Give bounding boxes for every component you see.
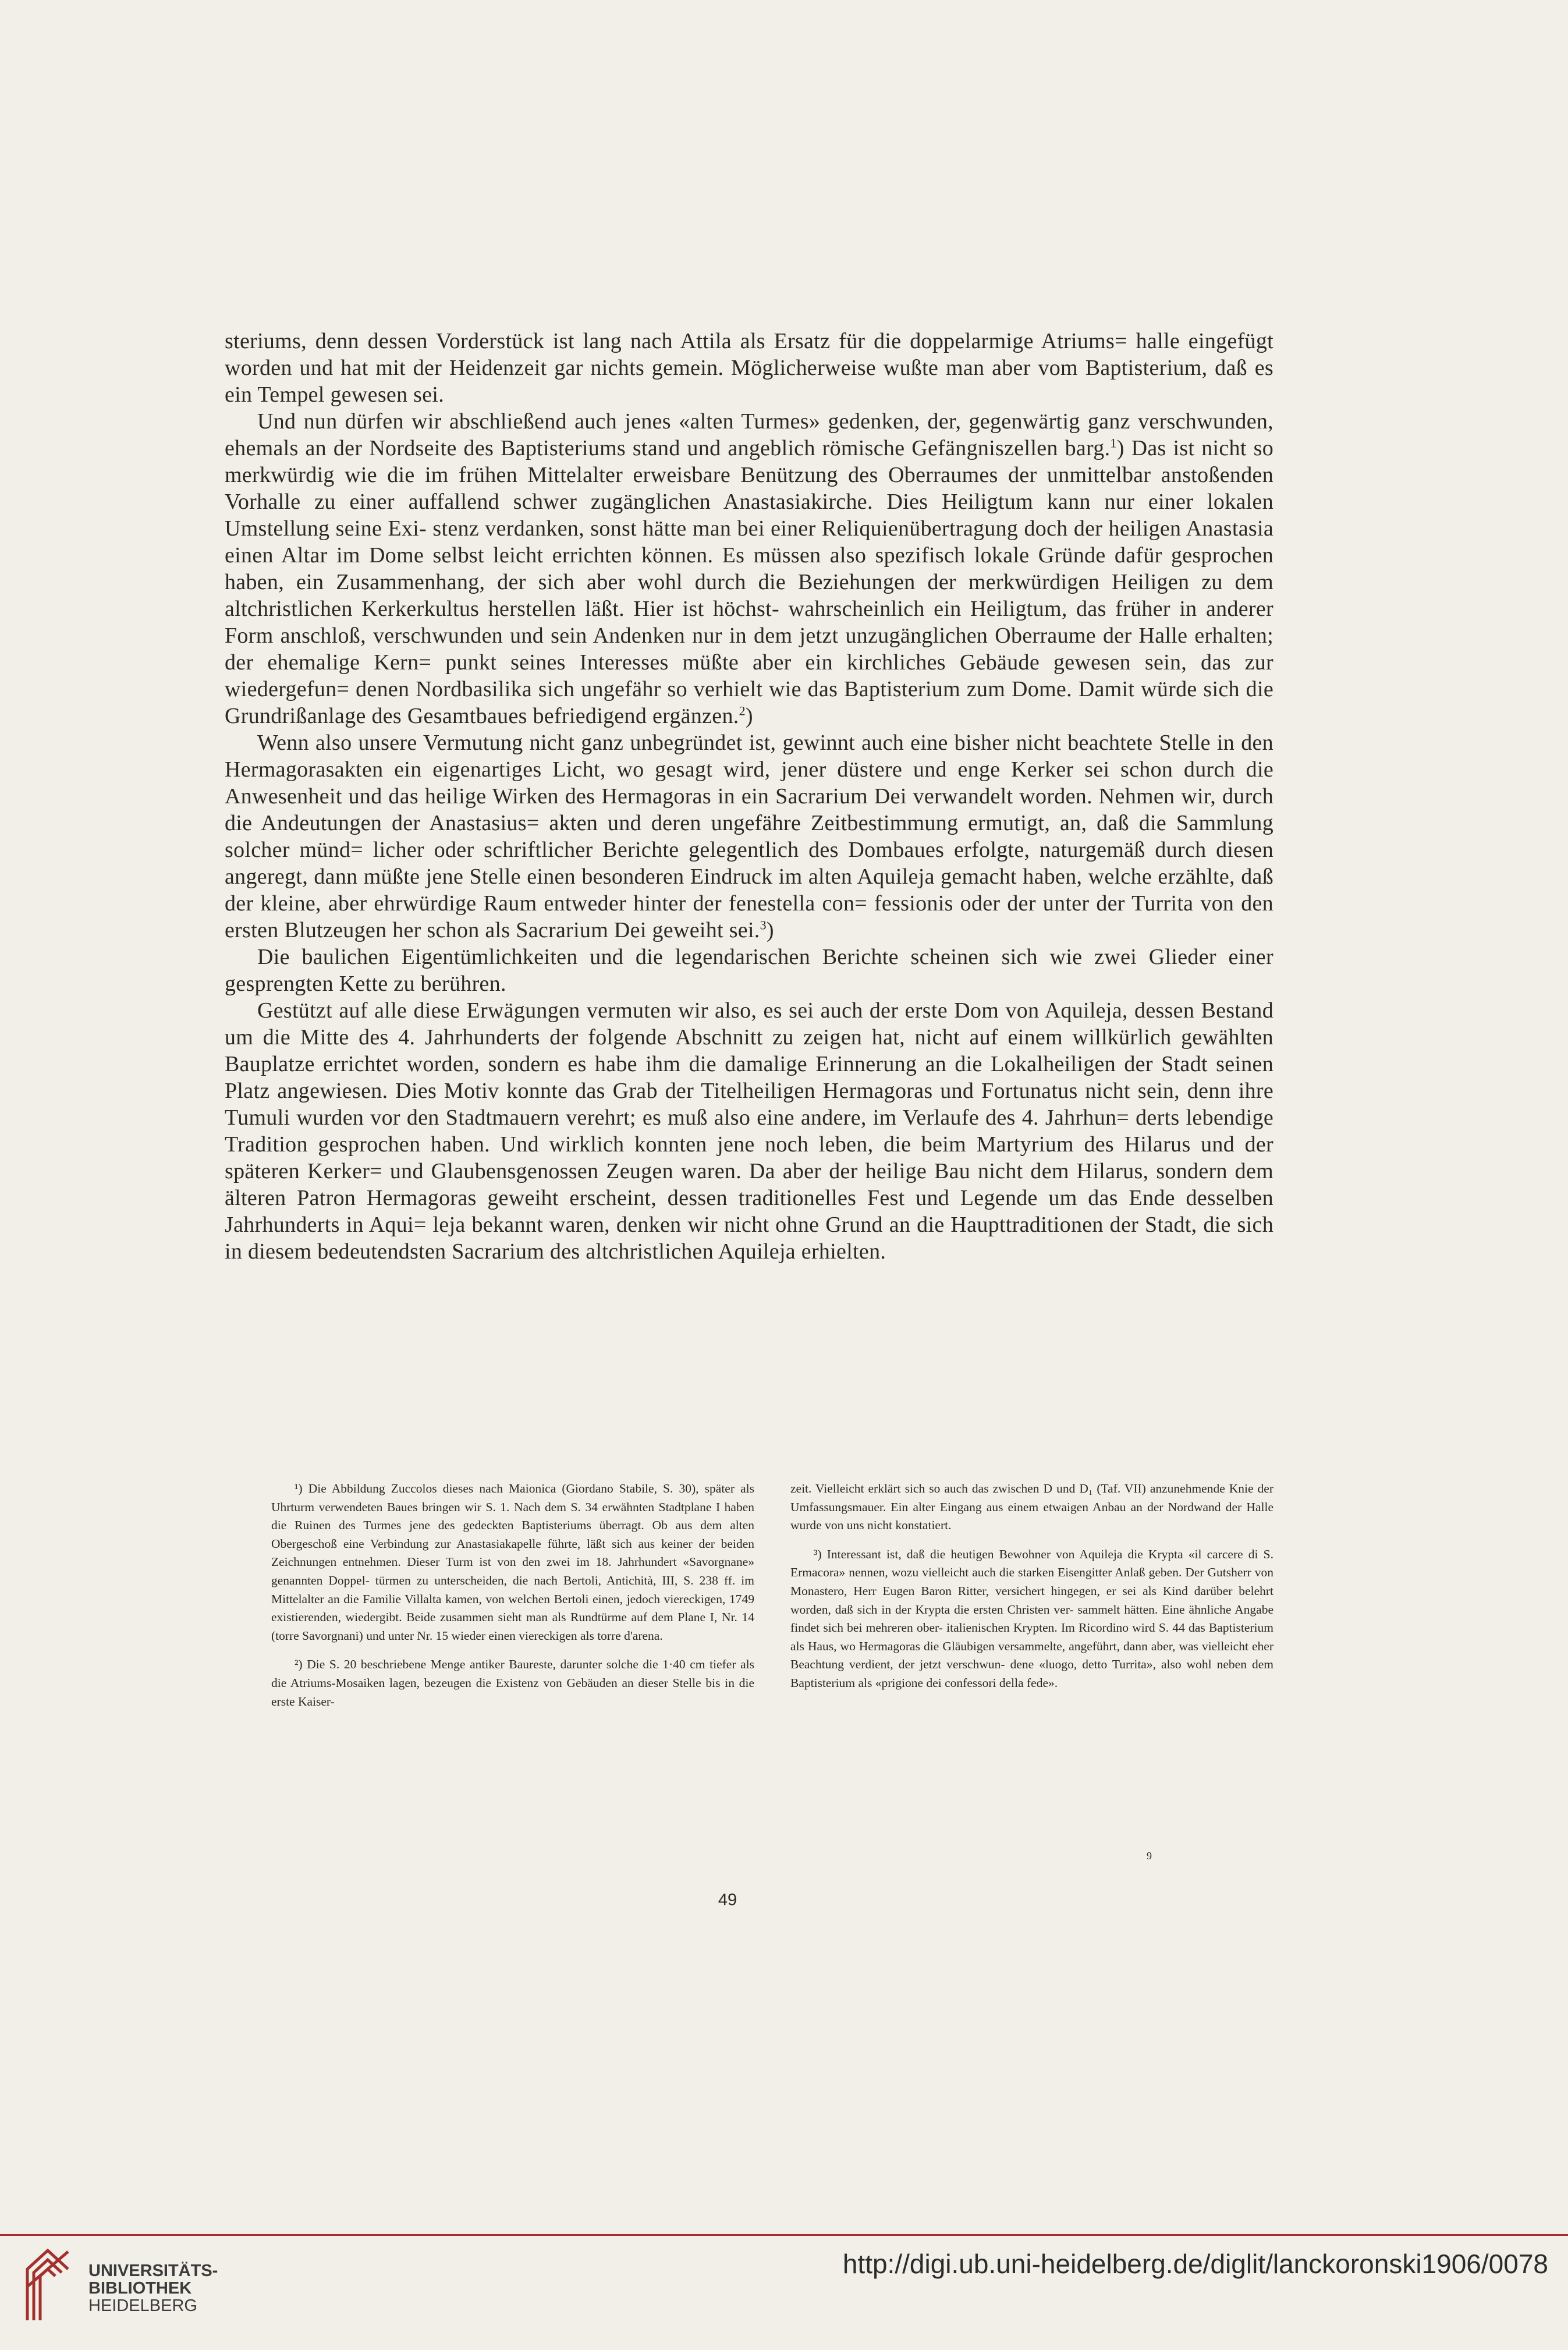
page-number: 49 xyxy=(718,1891,737,1909)
library-name-line-3: HEIDELBERG xyxy=(88,2296,197,2315)
library-logo-icon xyxy=(24,2246,71,2323)
footnote-2-continued: zeit. Vielleicht erklärt sich so auch das zwischen D und D₁ (Taf. VII) anzunehmende Knie der Umfassungsmauer. Ein alter Eingang aus einem etwaigen Anbau an der Nordwand der Halle wurde von uns nicht konstatiert. xyxy=(790,1481,1273,1533)
footnote-ref-2: 2 xyxy=(739,703,746,718)
source-url-link[interactable]: http://digi.ub.uni-heidelberg.de/diglit/lanckoronski1906/0078 xyxy=(842,2249,1548,2279)
paragraph-2: Und nun dürfen wir abschließend auch jenes «alten Turmes» gedenken, der, gegenwärtig ganz verschwunden, ehemals an der Nordseite des Baptisteriums stand und angeblich römische Gefängniszellen barg.$^1$) Das ist nicht so merkwürdig wie die im frühen Mittelalter erweisbare Benützung des Oberraumes der unmittelbar anstoßenden Vorhalle zu einer auffallend schwer zugänglichen Anastasiakirche. Dies Heiligtum kann nur einer lokalen Umstellung seine Exi- stenz verdanken, sonst hätte man bei einer Reliquienübertragung doch der heiligen Anastasia einen Altar im Dome selbst leicht errichten können. Es müssen also spezifisch lokale Gründe dafür gesprochen haben, ein Zusammenhang, der sich aber wohl durch die Beziehungen der merkwürdigen Heiligen zu dem altchristlichen Kerkerkultus herstellen läßt. Hier ist höchst- wahrscheinlich ein Heiligtum, das früher in anderer Form anschloß, verschwunden und sein Andenken nur in dem jetzt unzugänglichen Oberraume der Halle erhalten; der ehemalige Kern= punkt seines Interesses müßte aber ein kirchliches Gebäude gewesen sein, das zur wiedergefun= denen Nordbasilika sich ungefähr so verhielt wie das Baptisterium zum Dome. Damit würde sich die Grundrißanlage des Gesamtbaues befriedigend ergänzen.$^2$) xyxy=(225,409,1273,728)
paragraph-3-text: Wenn also unsere Vermutung nicht ganz unbegründet ist, gewinnt auch eine bisher nicht beachtete Stelle in den Hermagorasakten ein eigenartiges Licht, wo gesagt wird, jener düstere und enge Kerker sei schon durch die Anwesenheit und das heilige Wirken des Hermagoras in ein Sacrarium Dei verwandelt worden. Nehmen wir, durch die Andeutungen der Anastasius= akten und deren ungefähre Zeitbestimmung ermutigt, an, daß die Sammlung solcher münd= licher oder schriftlicher Berichte gelegentlich des Dombaues erfolgte, naturgemäß durch diesen angeregt, dann müßte jene Stelle einen besonderen Eindruck im alten Aquileja gemacht haben, welche erzählte, daß der kleine, aber ehrwürdige Raum entweder hinter der fenestella con= fessionis oder der unter der Turrita von den ersten Blutzeugen her schon als Sacrarium Dei geweiht sei. xyxy=(225,731,1273,942)
library-name-line-1: UNIVERSITÄTS- xyxy=(88,2262,218,2280)
signature-mark: 9 xyxy=(1147,1850,1152,1862)
footnote-2: ²) Die S. 20 beschriebene Menge antiker Baureste, darunter solche die 1·40 cm tiefer als die Atriums-Mosaiken lagen, bezeugen die Existenz von Gebäuden an dieser Stelle bis in die erste Kaiser- xyxy=(271,1657,754,1709)
paragraph-1: steriums, denn dessen Vorderstück ist lang nach Attila als Ersatz für die doppelarmige Atriums= halle eingefügt worden und hat mit der Heidenzeit gar nichts gemein. Möglicherweise wußte man aber vom Baptisterium, daß es ein Tempel gewesen sei. xyxy=(225,329,1273,407)
paragraph-4: Die baulichen Eigentümlichkeiten und die legendarischen Berichte scheinen sich wie zwei Glieder einer gesprengten Kette zu berühren. xyxy=(225,945,1273,996)
library-name-line-2: BIBLIOTHEK xyxy=(88,2279,192,2298)
footnote-3: ³) Interessant ist, daß die heutigen Bewohner von Aquileja die Krypta «il carcere di S. Ermacora» nennen, wozu vielleicht auch die starken Eisengitter Anlaß geben. Der Gutsherr von Monastero, Herr Eugen Baron Ritter, versichert hingegen, er sei als Kind darüber belehrt worden, daß sich in der Krypta die ersten Christen ver- sammelt hätten. Eine ähnliche Angabe findet sich bei mehreren ober- italienischen Krypten. Im Ricordino wird S. 44 das Baptisterium als Haus, wo Hermagoras die Gläubigen versammelte, angeführt, dann aber, was vielleicht eher Beachtung verdient, der jetzt verschwun- dene «luogo, detto Turrita», also wohl neben dem Baptisterium als «prigione dei confessori della fede». xyxy=(790,1547,1273,1690)
paragraph-2-text: Und nun dürfen wir abschließend auch jenes «alten Turmes» gedenken, der, gegenwärtig ganz verschwunden, ehemals an der Nordseite des Baptisteriums stand und angeblich römische Gefängniszellen barg. xyxy=(225,409,1273,460)
paragraph-3: Wenn also unsere Vermutung nicht ganz unbegründet ist, gewinnt auch eine bisher nicht beachtete Stelle in den Hermagorasakten ein eigenartiges Licht, wo gesagt wird, jener düstere und enge Kerker sei schon durch die Anwesenheit und das heilige Wirken des Hermagoras in ein Sacrarium Dei verwandelt worden. Nehmen wir, durch die Andeutungen der Anastasius= akten und deren ungefähre Zeitbestimmung ermutigt, an, daß die Sammlung solcher münd= licher oder schriftlicher Berichte gelegentlich des Dombaues erfolgte, naturgemäß durch diesen angeregt, dann müßte jene Stelle einen besonderen Eindruck im alten Aquileja gemacht haben, welche erzählte, daß der kleine, aber ehrwürdige Raum entweder hinter der fenestella con= fessionis oder der unter der Turrita von den ersten Blutzeugen her schon als Sacrarium Dei geweiht sei.$^3$) xyxy=(225,731,1273,942)
footnote-ref-3: 3 xyxy=(760,917,767,933)
footnote-ref-1: 1 xyxy=(1110,435,1117,451)
library-name xyxy=(88,2262,218,2314)
footnote-1: ¹) Die Abbildung Zuccolos dieses nach Maionica (Giordano Stabile, S. 30), später als Uhrturm verwendeten Baues bringen wir S. 1. Nach dem S. 34 erwähnten Stadtplane I haben die Ruinen des Turmes jene des gedeckten Baptisteriums überragt. Ob aus dem alten Obergeschoß eine Verbindung zur Anastasiakapelle führte, läßt sich aus keiner der beiden Zeichnungen entnehmen. Dieser Turm ist von den zwei im 18. Jahrhundert «Savorgnane» genannten Doppel- türmen zu unterscheiden, die nach Bertoli, Antichità, III, S. 238 ff. im Mittelalter an die Familie Villalta kamen, von welchen Bertoli einen, jedoch viereckigen, 1749 existierenden, wiedergibt. Beide zusammen sieht man als Rundtürme auf dem Plane I, Nr. 14 (torre Savorgnani) und unter Nr. 15 wieder einen viereckigen als torre d'arena. xyxy=(271,1481,754,1643)
main-text-block xyxy=(225,328,1273,1265)
footnotes-left-column xyxy=(271,1480,754,1711)
paragraph-5: Gestützt auf alle diese Erwägungen vermuten wir also, es sei auch der erste Dom von Aquileja, dessen Bestand um die Mitte des 4. Jahrhunderts der folgende Abschnitt zu zeigen hat, nicht auf einem willkürlich gewählten Bauplatze errichtet worden, sondern es habe ihm die damalige Erinnerung an die Lokalheiligen der Stadt seinen Platz angewiesen. Dies Motiv konnte das Grab der Titelheiligen Hermagoras und Fortunatus nicht sein, denn ihre Tumuli wurden vor den Stadtmauern verehrt; es muß also eine andere, im Verlaufe des 4. Jahrhun= derts lebendige Tradition gesprochen haben. Und wirklich konnten jene noch leben, die beim Martyrium des Hilarus und der späteren Kerker= und Glaubensgenossen Zeugen waren. Da aber der heilige Bau nicht dem Hilarus, sondern dem älteren Patron Hermagoras geweiht erscheint, dessen traditionelles Fest und Legende um das Ende desselben Jahrhunderts in Aqui= leja bekannt waren, denken wir nicht ohne Grund an die Haupttraditionen der Stadt, die sich in diesem bedeutendsten Sacrarium des altchristlichen Aquileja erhielten. xyxy=(225,998,1273,1264)
footer-divider xyxy=(0,2234,1568,2236)
footnotes-right-column xyxy=(790,1480,1273,1693)
paragraph-2-cont: Das ist nicht so merkwürdig wie die im frühen Mittelalter erweisbare Benützung des Oberraumes der unmittelbar anstoßenden Vorhalle zu einer auffallend schwer zugänglichen Anastasiakirche. Dies Heiligtum kann nur einer lokalen Umstellung seine Exi- stenz verdanken, sonst hätte man bei einer Reliquienübertragung doch der heiligen Anastasia einen Altar im Dome selbst leicht errichten können. Es müssen also spezifisch lokale Gründe dafür gesprochen haben, ein Zusammenhang, der sich aber wohl durch die Beziehungen der merkwürdigen Heiligen zu dem altchristlichen Kerkerkultus herstellen läßt. Hier ist höchst- wahrscheinlich ein Heiligtum, das früher in anderer Form anschloß, verschwunden und sein Andenken nur in dem jetzt unzugänglichen Oberraume der Halle erhalten; der ehemalige Kern= punkt seines Interesses müßte aber ein kirchliches Gebäude gewesen sein, das zur wiedergefun= denen Nordbasilika sich ungefähr so verhielt wie das Baptisterium zum Dome. Damit würde sich die Grundrißanlage des Gesamtbaues befriedigend ergänzen. xyxy=(225,436,1273,728)
